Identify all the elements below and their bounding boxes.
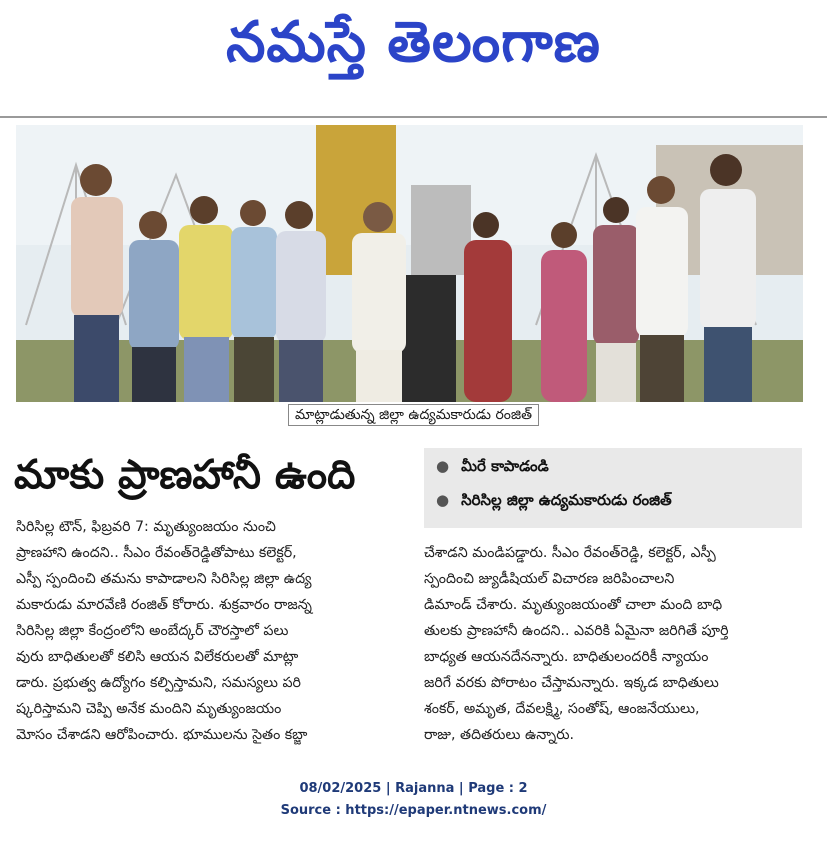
body-line: వురు బాధితులతో కలిసి ఆయన విలేకరులతో మాట్లా — [16, 649, 299, 665]
body-line: ఎస్పీ స్పందించి తమను కాపాడాలని సిరిసిల్ల జిల్లా ఉద్య — [16, 571, 312, 587]
body-line: మకారుడు మారవేణి రంజిత్ కోరారు. శుక్రవారం రాజన్న — [16, 597, 312, 613]
body-line: స్పందించి జ్యుడీషియల్ విచారణ జరిపించాలని — [424, 571, 675, 587]
highlight-item — [436, 455, 549, 477]
body-line: తులకు ప్రాణహానీ ఉందని.. ఎవరికి ఏమైనా జరిగితే పూర్తి — [424, 623, 729, 639]
article-headline: మాకు ప్రాణహానీ ఉంది — [14, 452, 356, 498]
body-line: మోసం చేశాడని ఆరోపించారు. భూములను సైతం కబ్జా — [16, 727, 308, 743]
body-line: సిరిసిల్ల టౌన్, ఫిబ్రవరి 7: మృత్యుంజయం నుంచి — [16, 519, 276, 535]
article-body-right-column — [424, 540, 804, 748]
photo-caption-text: మాట్లాడుతున్న జిల్లా ఉద్యమకారుడు రంజిత్ — [288, 404, 539, 426]
news-photo — [16, 125, 803, 402]
body-line: జరిగే వరకు పోరాటం చేస్తామన్నారు. ఇక్కడ బాధితులు — [424, 675, 719, 691]
body-line: రాజు, తదితరులు ఉన్నారు. — [424, 727, 575, 743]
body-line: బాధ్యత ఆయనదేనన్నారు. బాధితులందరికీ న్యాయం — [424, 649, 709, 665]
source-link[interactable]: Source : https://epaper.ntnews.com/ — [280, 803, 547, 818]
highlights-box — [424, 448, 802, 528]
edition-info: 08/02/2025 | Rajanna | Page : 2 — [299, 781, 528, 796]
masthead — [0, 0, 827, 118]
body-line: చేశాడని మండిపడ్డారు. సీఎం రేవంత్‌రెడ్డి, కలెక్టర్, ఎస్పీ — [424, 545, 716, 561]
bullet-icon: ● — [436, 457, 450, 475]
newspaper-logo: నమస్తే తెలంగాణ — [226, 10, 601, 75]
article-body-left-column — [16, 514, 412, 748]
body-line: సిరిసిల్ల జిల్లా కేంద్రంలోని అంబేద్కర్ చౌరస్తాలో పలు — [16, 623, 289, 639]
highlight-text: మీరే కాపాడండి — [461, 457, 549, 475]
body-line: డిమాండ్ చేశారు. మృత్యుంజయంతో చాలా మంది బాధి — [424, 597, 723, 613]
body-line: ప్రాణహాని ఉందని.. సీఎం రేవంత్‌రెడ్డితోపాటు కలెక్టర్, — [16, 545, 297, 561]
highlight-item — [436, 489, 672, 511]
photo-caption — [0, 404, 827, 426]
body-line: ష్కరిస్తామని చెప్పి అనేక మందిని మృత్యుంజయం — [16, 701, 282, 717]
highlight-text: సిరిసిల్ల జిల్లా ఉద్యమకారుడు రంజిత్ — [461, 491, 672, 509]
body-line: శంకర్, అమృత, దేవలక్ష్మి, సంతోష్, ఆంజనేయులు, — [424, 701, 700, 717]
bullet-icon: ● — [436, 491, 450, 509]
masthead-divider — [0, 116, 827, 118]
body-line: డారు. ప్రభుత్వ ఉద్యోగం కల్పిస్తామని, సమస్యలు పరి — [16, 675, 301, 691]
